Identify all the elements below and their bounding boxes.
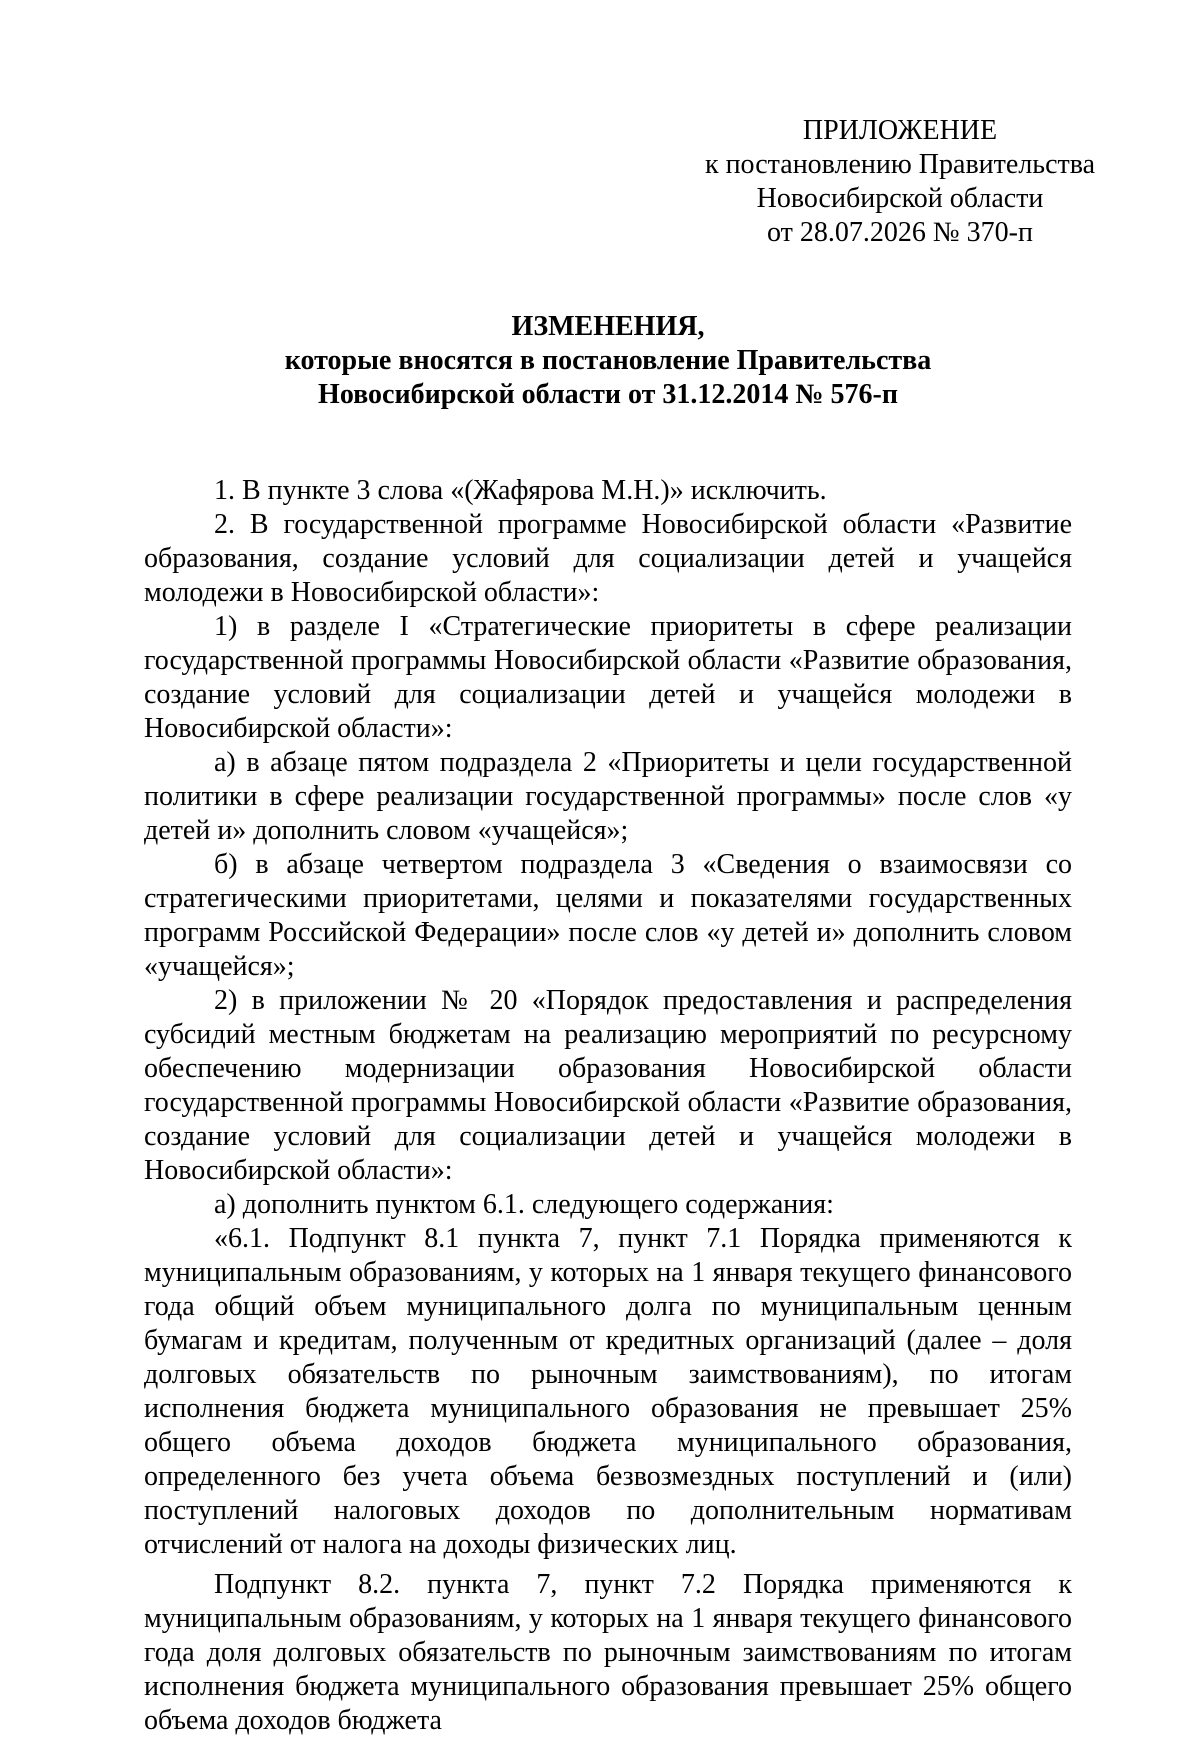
paragraph-6: 2) в приложении № 20 «Порядок предоставления и распределения субсидий местным бюджетам на реализацию мероприятий по ресурсному обеспечению модернизации образования Новосибирской области государственной программы Новосибирской области «Развитие образования, создание условий для социализации детей и учащейся молодежи в Новосибирской области»: (144, 985, 1072, 1186)
document-body (144, 474, 1072, 1738)
paragraph-3: 1) в разделе I «Стратегические приоритеты в сфере реализации государственной программы Новосибирской области «Развитие образования, создание условий для социализации детей и учащейся молодежи в Новосибирской области»: (144, 611, 1072, 744)
appendix-header (640, 114, 1160, 250)
paragraph-8: «6.1. Подпункт 8.1 пункта 7, пункт 7.1 Порядка применяются к муниципальным образованиям, у которых на 1 января текущего финансового года общий объем муниципального долга по муниципальным ценным бумагам и кредитам, полученным от кредитных организаций (далее – доля долговых обязательств по рыночным заимствованиям), по итогам исполнения бюджета муниципального образования не превышает 25% общего объема доходов бюджета муниципального образования, определенного без учета объема безвозмездных поступлений и (или) поступлений налоговых доходов по дополнительным нормативам отчислений от налога на доходы физических лиц. (144, 1223, 1072, 1560)
paragraph-7: а) дополнить пунктом 6.1. следующего содержания: (214, 1189, 834, 1220)
appendix-date-number: от 28.07.2026 № 370-п (767, 217, 1033, 248)
paragraph-9: Подпункт 8.2. пункта 7, пункт 7.2 Порядка применяются к муниципальным образованиям, у которых на 1 января текущего финансового года доля долговых обязательств по рыночным заимствованиям по итогам исполнения бюджета муниципального образования превышает 25% общего объема доходов бюджета (144, 1569, 1072, 1736)
appendix-region: Новосибирской области (756, 183, 1044, 214)
title-line-1: ИЗМЕНЕНИЯ, (511, 311, 705, 342)
paragraph-2: 2. В государственной программе Новосибирской области «Развитие образования, создание условий для социализации детей и учащейся молодежи в Новосибирской области»: (144, 509, 1072, 608)
title-line-2: которые вносятся в постановление Правительства (284, 345, 932, 376)
paragraph-5: б) в абзаце четвертом подраздела 3 «Сведения о взаимосвязи со стратегическими приоритетами, целями и показателями государственных программ Российской Федерации» после слов «у детей и» дополнить словом «учащейся»; (144, 849, 1072, 982)
document-title (144, 310, 1072, 412)
title-line-3: Новосибирской области от 31.12.2014 № 576-п (318, 379, 898, 410)
appendix-resolution-ref: к постановлению Правительства (704, 149, 1096, 180)
paragraph-4: а) в абзаце пятом подраздела 2 «Приоритеты и цели государственной политики в сфере реализации государственной программы» после слов «у детей и» дополнить словом «учащейся»; (144, 747, 1072, 846)
paragraph-1: 1. В пункте 3 слова «(Жафярова М.Н.)» исключить. (214, 475, 827, 506)
appendix-title: ПРИЛОЖЕНИЕ (802, 115, 998, 146)
